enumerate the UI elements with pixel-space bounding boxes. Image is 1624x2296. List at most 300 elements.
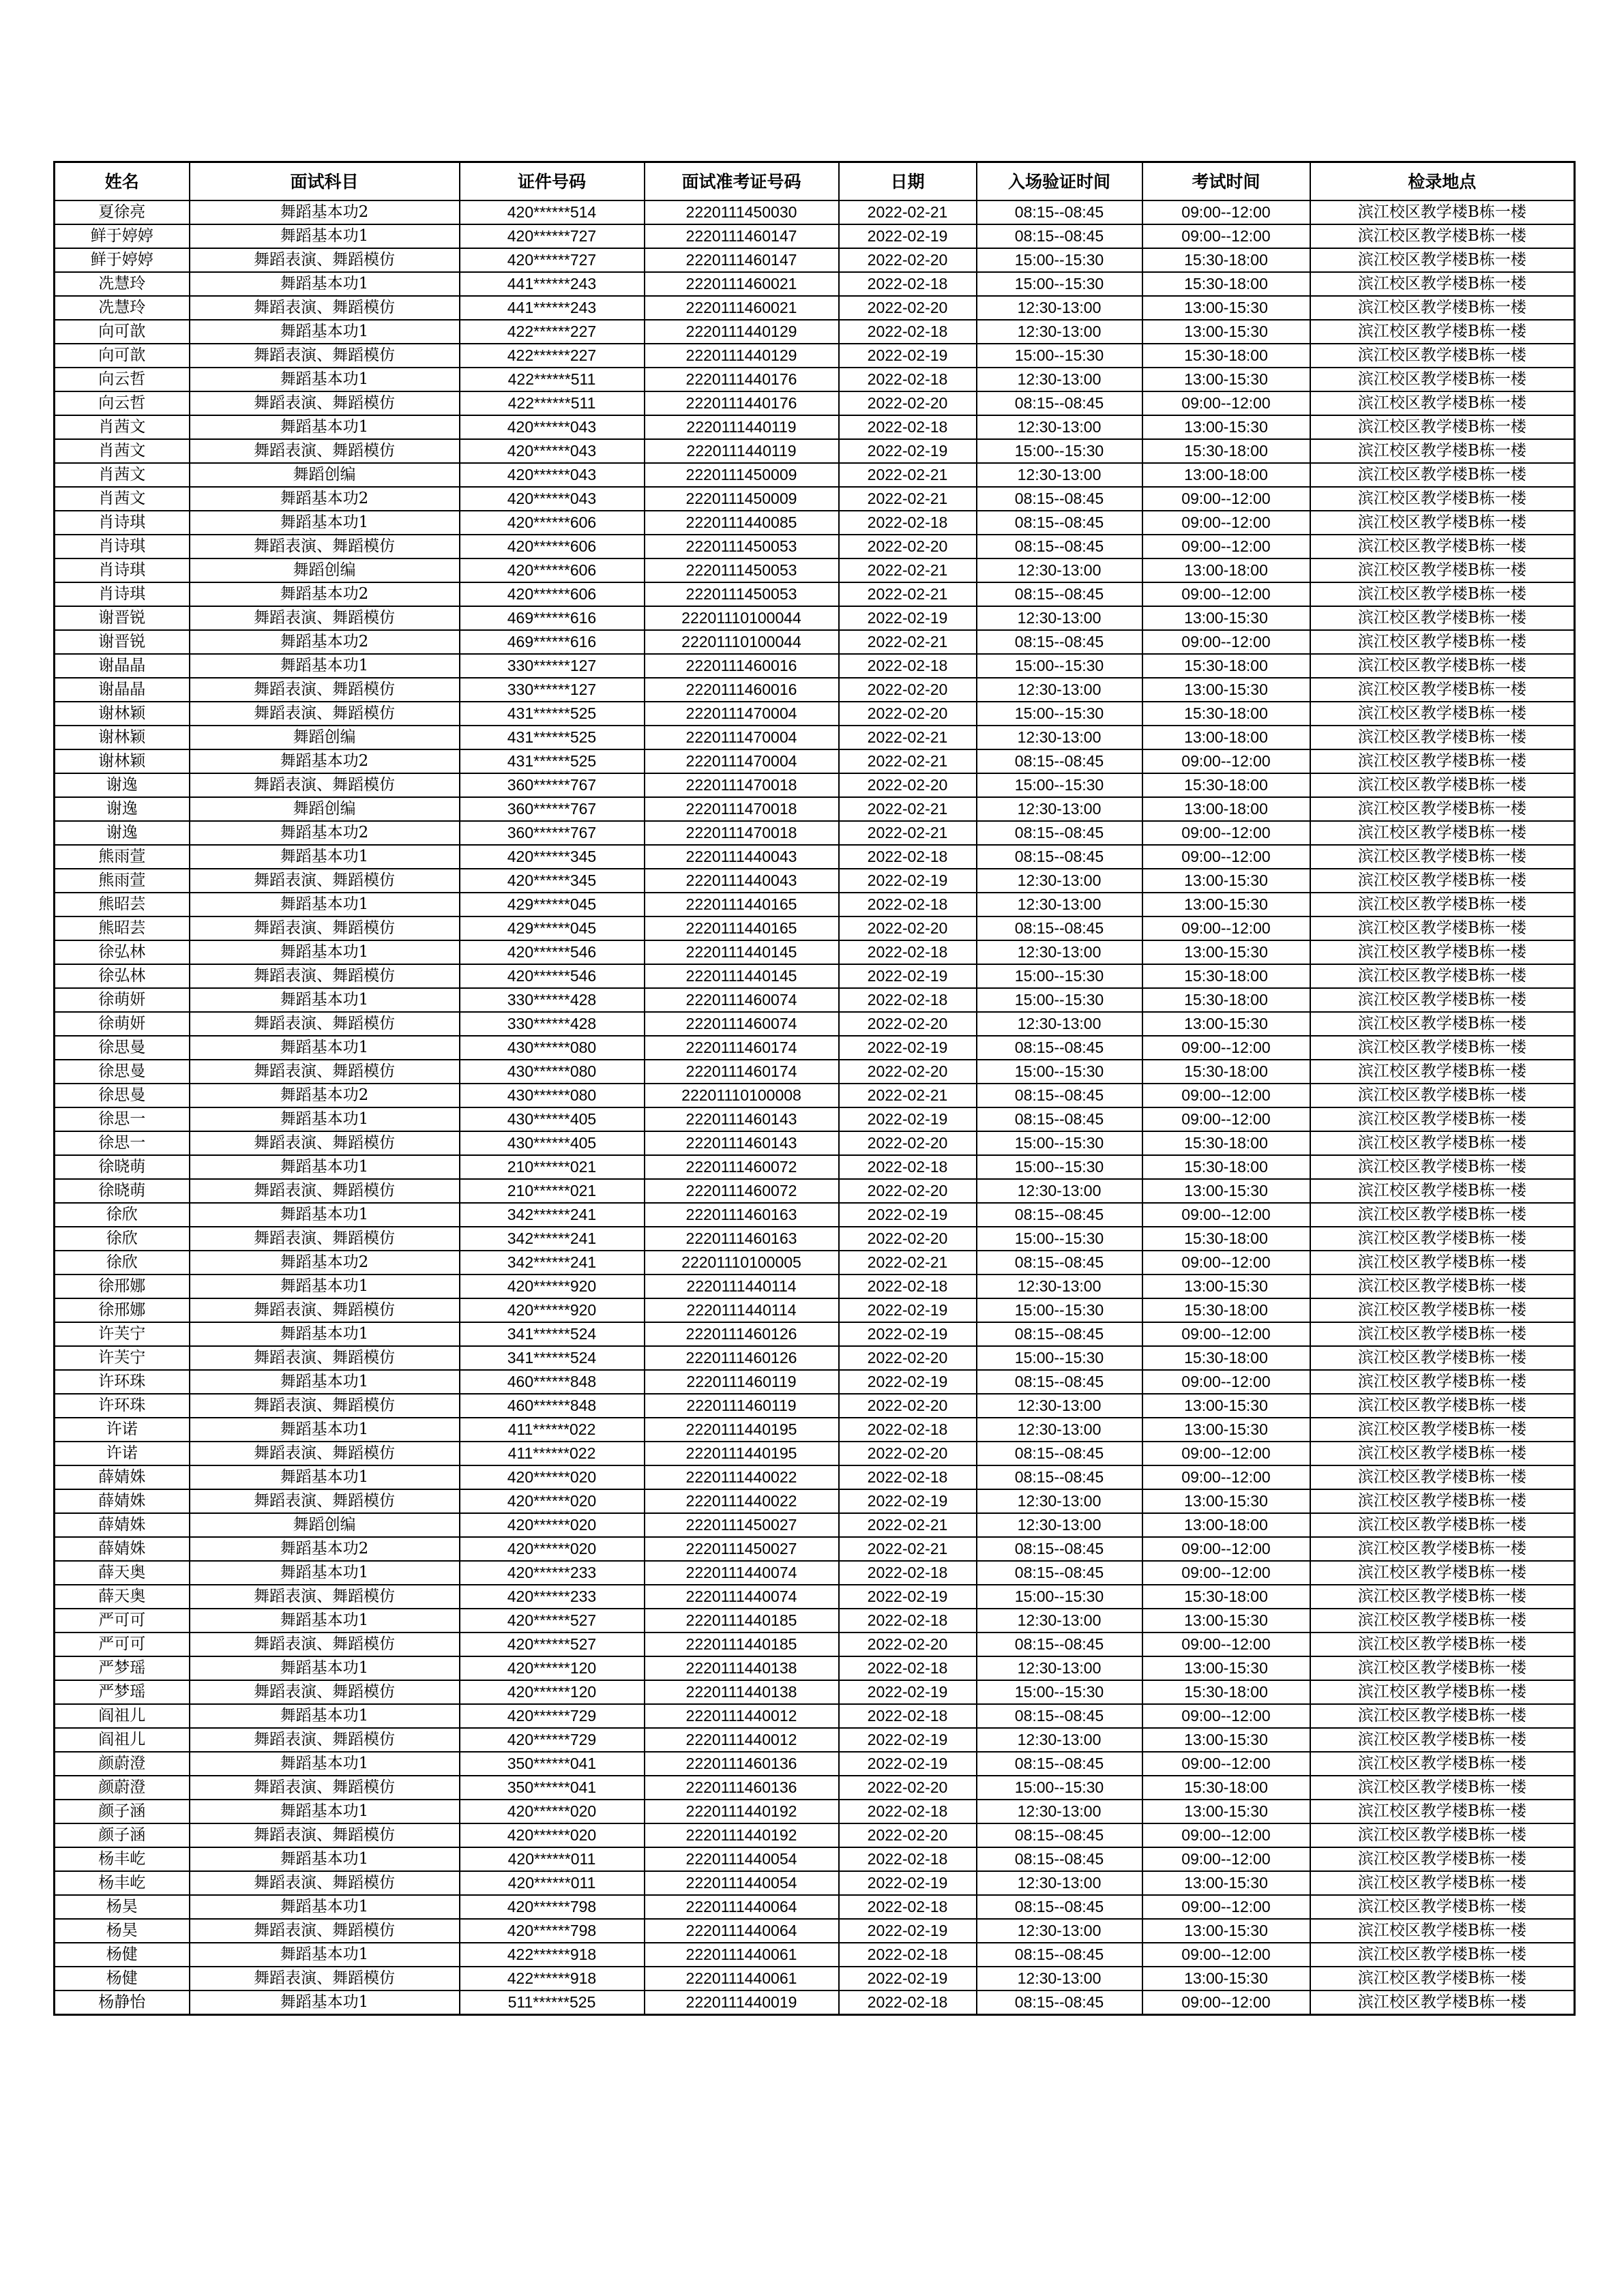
cell-admission-number: 2220111440176 (645, 391, 839, 415)
cell-admission-number: 2220111440129 (645, 320, 839, 344)
table-row (55, 630, 1575, 654)
cell-subject: 舞蹈基本功1 (190, 1036, 460, 1060)
col-header-check-in-time: 入场验证时间 (977, 162, 1142, 201)
cell-admission-number: 2220111440145 (645, 940, 839, 964)
cell-check-in-time: 12:30-13:00 (977, 1012, 1142, 1036)
cell-admission-number: 2220111440192 (645, 1800, 839, 1823)
cell-check-in-time: 08:15--08:45 (977, 1704, 1142, 1728)
table-row (55, 1561, 1575, 1585)
cell-location: 滨江校区教学楼B栋一楼 (1310, 1131, 1575, 1155)
cell-date: 2022-02-21 (839, 1513, 977, 1537)
cell-admission-number: 22201110100044 (645, 606, 839, 630)
cell-exam-time: 13:00-15:30 (1142, 1800, 1310, 1823)
cell-name: 薛天奥 (55, 1585, 190, 1609)
cell-id-number: 420******020 (460, 1800, 645, 1823)
cell-check-in-time: 08:15--08:45 (977, 749, 1142, 773)
cell-name: 谢逸 (55, 773, 190, 797)
cell-name: 杨昊 (55, 1919, 190, 1943)
cell-check-in-time: 12:30-13:00 (977, 1728, 1142, 1752)
cell-id-number: 342******241 (460, 1227, 645, 1251)
cell-date: 2022-02-18 (839, 1465, 977, 1489)
cell-admission-number: 2220111460016 (645, 654, 839, 678)
table-row (55, 988, 1575, 1012)
cell-id-number: 430******405 (460, 1131, 645, 1155)
cell-subject: 舞蹈表演、舞蹈模仿 (190, 1131, 460, 1155)
cell-id-number: 420******798 (460, 1919, 645, 1943)
cell-name: 颜子涵 (55, 1800, 190, 1823)
cell-check-in-time: 08:15--08:45 (977, 1036, 1142, 1060)
cell-check-in-time: 08:15--08:45 (977, 1847, 1142, 1871)
cell-name: 肖诗琪 (55, 535, 190, 558)
cell-exam-time: 13:00-15:30 (1142, 869, 1310, 893)
cell-exam-time: 15:30-18:00 (1142, 248, 1310, 272)
cell-exam-time: 15:30-18:00 (1142, 654, 1310, 678)
cell-date: 2022-02-20 (839, 1131, 977, 1155)
cell-date: 2022-02-18 (839, 845, 977, 869)
cell-exam-time: 13:00-18:00 (1142, 1513, 1310, 1537)
cell-check-in-time: 15:00--15:30 (977, 344, 1142, 368)
cell-name: 杨昊 (55, 1895, 190, 1919)
table-row (55, 272, 1575, 296)
cell-check-in-time: 15:00--15:30 (977, 1680, 1142, 1704)
col-header-name: 姓名 (55, 162, 190, 201)
table-row (55, 1919, 1575, 1943)
cell-location: 滨江校区教学楼B栋一楼 (1310, 1179, 1575, 1203)
table-row (55, 726, 1575, 749)
cell-admission-number: 2220111440185 (645, 1609, 839, 1632)
cell-id-number: 360******767 (460, 821, 645, 845)
cell-date: 2022-02-20 (839, 296, 977, 320)
cell-subject: 舞蹈表演、舞蹈模仿 (190, 916, 460, 940)
cell-exam-time: 13:00-15:30 (1142, 1656, 1310, 1680)
cell-admission-number: 2220111460143 (645, 1131, 839, 1155)
table-row (55, 1991, 1575, 2015)
cell-check-in-time: 12:30-13:00 (977, 1274, 1142, 1298)
cell-name: 谢晋锐 (55, 630, 190, 654)
cell-location: 滨江校区教学楼B栋一楼 (1310, 1847, 1575, 1871)
cell-id-number: 420******527 (460, 1609, 645, 1632)
cell-name: 熊昭芸 (55, 893, 190, 916)
cell-check-in-time: 08:15--08:45 (977, 1561, 1142, 1585)
cell-location: 滨江校区教学楼B栋一楼 (1310, 1776, 1575, 1800)
cell-subject: 舞蹈创编 (190, 1513, 460, 1537)
cell-check-in-time: 12:30-13:00 (977, 368, 1142, 391)
cell-check-in-time: 08:15--08:45 (977, 1251, 1142, 1274)
cell-date: 2022-02-21 (839, 1537, 977, 1561)
cell-admission-number: 2220111440165 (645, 893, 839, 916)
table-row (55, 1823, 1575, 1847)
cell-location: 滨江校区教学楼B栋一楼 (1310, 320, 1575, 344)
cell-date: 2022-02-19 (839, 439, 977, 463)
cell-id-number: 431******525 (460, 702, 645, 726)
schedule-table (53, 161, 1576, 2016)
col-header-admission-number: 面试准考证号码 (645, 162, 839, 201)
cell-id-number: 420******011 (460, 1871, 645, 1895)
cell-check-in-time: 12:30-13:00 (977, 1394, 1142, 1418)
cell-subject: 舞蹈表演、舞蹈模仿 (190, 1060, 460, 1084)
cell-check-in-time: 08:15--08:45 (977, 1943, 1142, 1967)
cell-id-number: 420******606 (460, 511, 645, 535)
cell-name: 夏徐亮 (55, 200, 190, 224)
cell-subject: 舞蹈表演、舞蹈模仿 (190, 439, 460, 463)
cell-exam-time: 13:00-15:30 (1142, 940, 1310, 964)
cell-subject: 舞蹈基本功2 (190, 1537, 460, 1561)
cell-check-in-time: 12:30-13:00 (977, 1800, 1142, 1823)
cell-id-number: 350******041 (460, 1752, 645, 1776)
cell-id-number: 420******020 (460, 1537, 645, 1561)
cell-date: 2022-02-21 (839, 200, 977, 224)
cell-check-in-time: 12:30-13:00 (977, 463, 1142, 487)
cell-exam-time: 09:00--12:00 (1142, 916, 1310, 940)
cell-admission-number: 2220111460147 (645, 248, 839, 272)
cell-name: 冼慧玲 (55, 296, 190, 320)
table-row (55, 1895, 1575, 1919)
cell-id-number: 420******729 (460, 1704, 645, 1728)
cell-name: 熊昭芸 (55, 916, 190, 940)
cell-exam-time: 13:00-15:30 (1142, 296, 1310, 320)
cell-name: 谢林颖 (55, 726, 190, 749)
cell-check-in-time: 08:15--08:45 (977, 821, 1142, 845)
cell-location: 滨江校区教学楼B栋一楼 (1310, 1251, 1575, 1274)
cell-admission-number: 2220111460074 (645, 988, 839, 1012)
cell-exam-time: 13:00-15:30 (1142, 678, 1310, 702)
cell-check-in-time: 12:30-13:00 (977, 678, 1142, 702)
cell-id-number: 420******546 (460, 940, 645, 964)
cell-check-in-time: 08:15--08:45 (977, 1203, 1142, 1227)
cell-date: 2022-02-20 (839, 1060, 977, 1084)
cell-name: 徐邢娜 (55, 1274, 190, 1298)
cell-admission-number: 2220111450053 (645, 558, 839, 582)
cell-admission-number: 22201110100008 (645, 1084, 839, 1107)
cell-name: 熊雨萱 (55, 845, 190, 869)
table-row (55, 391, 1575, 415)
cell-check-in-time: 12:30-13:00 (977, 1179, 1142, 1203)
cell-subject: 舞蹈表演、舞蹈模仿 (190, 678, 460, 702)
cell-date: 2022-02-19 (839, 1036, 977, 1060)
col-header-subject: 面试科目 (190, 162, 460, 201)
table-row (55, 535, 1575, 558)
cell-check-in-time: 15:00--15:30 (977, 272, 1142, 296)
cell-id-number: 420******798 (460, 1895, 645, 1919)
cell-name: 许芙宁 (55, 1322, 190, 1346)
cell-exam-time: 15:30-18:00 (1142, 439, 1310, 463)
cell-id-number: 341******524 (460, 1346, 645, 1370)
cell-id-number: 330******127 (460, 678, 645, 702)
cell-subject: 舞蹈基本功1 (190, 320, 460, 344)
cell-check-in-time: 12:30-13:00 (977, 1967, 1142, 1991)
cell-location: 滨江校区教学楼B栋一楼 (1310, 630, 1575, 654)
cell-location: 滨江校区教学楼B栋一楼 (1310, 1728, 1575, 1752)
cell-name: 谢林颖 (55, 702, 190, 726)
cell-date: 2022-02-19 (839, 1298, 977, 1322)
cell-name: 谢逸 (55, 821, 190, 845)
cell-name: 谢逸 (55, 797, 190, 821)
cell-subject: 舞蹈表演、舞蹈模仿 (190, 1346, 460, 1370)
cell-admission-number: 2220111470018 (645, 797, 839, 821)
cell-name: 杨健 (55, 1943, 190, 1967)
cell-name: 谢晶晶 (55, 654, 190, 678)
cell-location: 滨江校区教学楼B栋一楼 (1310, 1322, 1575, 1346)
cell-location: 滨江校区教学楼B栋一楼 (1310, 869, 1575, 893)
cell-exam-time: 15:30-18:00 (1142, 1585, 1310, 1609)
cell-check-in-time: 12:30-13:00 (977, 797, 1142, 821)
cell-subject: 舞蹈基本功1 (190, 1704, 460, 1728)
cell-check-in-time: 08:15--08:45 (977, 916, 1142, 940)
cell-admission-number: 2220111440185 (645, 1632, 839, 1656)
cell-exam-time: 09:00--12:00 (1142, 1991, 1310, 2015)
cell-date: 2022-02-21 (839, 558, 977, 582)
cell-exam-time: 15:30-18:00 (1142, 988, 1310, 1012)
table-row (55, 654, 1575, 678)
cell-exam-time: 09:00--12:00 (1142, 1895, 1310, 1919)
cell-location: 滨江校区教学楼B栋一楼 (1310, 368, 1575, 391)
cell-subject: 舞蹈基本功1 (190, 1465, 460, 1489)
cell-exam-time: 15:30-18:00 (1142, 1060, 1310, 1084)
cell-name: 向云哲 (55, 368, 190, 391)
cell-exam-time: 13:00-15:30 (1142, 1418, 1310, 1442)
cell-location: 滨江校区教学楼B栋一楼 (1310, 1967, 1575, 1991)
cell-location: 滨江校区教学楼B栋一楼 (1310, 1465, 1575, 1489)
cell-exam-time: 15:30-18:00 (1142, 1346, 1310, 1370)
cell-name: 肖茜文 (55, 463, 190, 487)
cell-name: 许环珠 (55, 1370, 190, 1394)
cell-admission-number: 2220111460126 (645, 1322, 839, 1346)
cell-exam-time: 13:00-15:30 (1142, 606, 1310, 630)
cell-name: 薛婧姝 (55, 1465, 190, 1489)
cell-check-in-time: 08:15--08:45 (977, 487, 1142, 511)
cell-exam-time: 13:00-15:30 (1142, 1274, 1310, 1298)
cell-date: 2022-02-18 (839, 893, 977, 916)
cell-name: 向云哲 (55, 391, 190, 415)
cell-admission-number: 2220111440119 (645, 439, 839, 463)
cell-id-number: 441******243 (460, 296, 645, 320)
cell-subject: 舞蹈基本功1 (190, 1847, 460, 1871)
cell-check-in-time: 15:00--15:30 (977, 654, 1142, 678)
cell-name: 徐欣 (55, 1251, 190, 1274)
cell-name: 徐欣 (55, 1203, 190, 1227)
cell-location: 滨江校区教学楼B栋一楼 (1310, 1609, 1575, 1632)
table-row (55, 1728, 1575, 1752)
cell-id-number: 469******616 (460, 630, 645, 654)
cell-location: 滨江校区教学楼B栋一楼 (1310, 749, 1575, 773)
table-row (55, 1251, 1575, 1274)
cell-location: 滨江校区教学楼B栋一楼 (1310, 1800, 1575, 1823)
cell-location: 滨江校区教学楼B栋一楼 (1310, 678, 1575, 702)
table-row (55, 1274, 1575, 1298)
table-row (55, 1036, 1575, 1060)
table-row (55, 869, 1575, 893)
cell-subject: 舞蹈基本功1 (190, 1991, 460, 2015)
cell-admission-number: 2220111440061 (645, 1967, 839, 1991)
cell-id-number: 330******127 (460, 654, 645, 678)
cell-admission-number: 2220111450053 (645, 535, 839, 558)
table-row (55, 1370, 1575, 1394)
cell-location: 滨江校区教学楼B栋一楼 (1310, 248, 1575, 272)
cell-location: 滨江校区教学楼B栋一楼 (1310, 1537, 1575, 1561)
cell-admission-number: 2220111440114 (645, 1298, 839, 1322)
cell-check-in-time: 12:30-13:00 (977, 1919, 1142, 1943)
cell-id-number: 341******524 (460, 1322, 645, 1346)
cell-admission-number: 2220111460163 (645, 1227, 839, 1251)
cell-exam-time: 15:30-18:00 (1142, 1227, 1310, 1251)
cell-id-number: 420******606 (460, 582, 645, 606)
cell-exam-time: 15:30-18:00 (1142, 1776, 1310, 1800)
cell-name: 杨静怡 (55, 1991, 190, 2015)
cell-id-number: 411******022 (460, 1442, 645, 1465)
cell-subject: 舞蹈表演、舞蹈模仿 (190, 606, 460, 630)
cell-id-number: 420******011 (460, 1847, 645, 1871)
cell-location: 滨江校区教学楼B栋一楼 (1310, 988, 1575, 1012)
table-row (55, 1632, 1575, 1656)
cell-date: 2022-02-21 (839, 1251, 977, 1274)
cell-exam-time: 15:30-18:00 (1142, 272, 1310, 296)
cell-exam-time: 09:00--12:00 (1142, 391, 1310, 415)
cell-exam-time: 15:30-18:00 (1142, 1680, 1310, 1704)
cell-date: 2022-02-19 (839, 869, 977, 893)
cell-date: 2022-02-18 (839, 1991, 977, 2015)
cell-date: 2022-02-20 (839, 1823, 977, 1847)
table-row (55, 1609, 1575, 1632)
cell-check-in-time: 12:30-13:00 (977, 296, 1142, 320)
cell-name: 肖诗琪 (55, 582, 190, 606)
cell-id-number: 431******525 (460, 749, 645, 773)
cell-id-number: 511******525 (460, 1991, 645, 2015)
cell-subject: 舞蹈表演、舞蹈模仿 (190, 964, 460, 988)
table-row (55, 893, 1575, 916)
cell-date: 2022-02-19 (839, 964, 977, 988)
cell-location: 滨江校区教学楼B栋一楼 (1310, 1107, 1575, 1131)
cell-subject: 舞蹈表演、舞蹈模仿 (190, 344, 460, 368)
cell-admission-number: 2220111440129 (645, 344, 839, 368)
cell-id-number: 431******525 (460, 726, 645, 749)
cell-subject: 舞蹈基本功1 (190, 1895, 460, 1919)
table-row (55, 964, 1575, 988)
cell-date: 2022-02-21 (839, 726, 977, 749)
table-row (55, 1107, 1575, 1131)
cell-location: 滨江校区教学楼B栋一楼 (1310, 1895, 1575, 1919)
cell-subject: 舞蹈基本功2 (190, 749, 460, 773)
cell-check-in-time: 12:30-13:00 (977, 1871, 1142, 1895)
cell-location: 滨江校区教学楼B栋一楼 (1310, 487, 1575, 511)
cell-admission-number: 2220111460174 (645, 1036, 839, 1060)
cell-check-in-time: 12:30-13:00 (977, 1656, 1142, 1680)
table-row (55, 678, 1575, 702)
table-row (55, 558, 1575, 582)
cell-subject: 舞蹈基本功1 (190, 940, 460, 964)
cell-name: 薛婧姝 (55, 1513, 190, 1537)
cell-date: 2022-02-20 (839, 702, 977, 726)
cell-check-in-time: 08:15--08:45 (977, 630, 1142, 654)
cell-subject: 舞蹈基本功2 (190, 487, 460, 511)
cell-subject: 舞蹈基本功1 (190, 1274, 460, 1298)
cell-name: 肖茜文 (55, 439, 190, 463)
cell-admission-number: 2220111460119 (645, 1370, 839, 1394)
cell-name: 颜子涵 (55, 1823, 190, 1847)
cell-subject: 舞蹈表演、舞蹈模仿 (190, 1823, 460, 1847)
cell-admission-number: 2220111460147 (645, 224, 839, 248)
table-row (55, 1489, 1575, 1513)
cell-subject: 舞蹈基本功1 (190, 1752, 460, 1776)
cell-id-number: 420******020 (460, 1513, 645, 1537)
cell-exam-time: 13:00-15:30 (1142, 1919, 1310, 1943)
cell-check-in-time: 15:00--15:30 (977, 439, 1142, 463)
cell-id-number: 411******022 (460, 1418, 645, 1442)
table-row (55, 344, 1575, 368)
cell-name: 严梦瑶 (55, 1656, 190, 1680)
cell-subject: 舞蹈创编 (190, 558, 460, 582)
cell-name: 谢林颖 (55, 749, 190, 773)
cell-id-number: 420******345 (460, 845, 645, 869)
cell-location: 滨江校区教学楼B栋一楼 (1310, 535, 1575, 558)
cell-date: 2022-02-18 (839, 368, 977, 391)
cell-date: 2022-02-21 (839, 487, 977, 511)
table-row (55, 1084, 1575, 1107)
cell-id-number: 420******920 (460, 1298, 645, 1322)
cell-exam-time: 13:00-15:30 (1142, 1728, 1310, 1752)
cell-subject: 舞蹈基本功1 (190, 224, 460, 248)
cell-subject: 舞蹈表演、舞蹈模仿 (190, 296, 460, 320)
cell-location: 滨江校区教学楼B栋一楼 (1310, 702, 1575, 726)
cell-date: 2022-02-18 (839, 320, 977, 344)
cell-location: 滨江校区教学楼B栋一楼 (1310, 224, 1575, 248)
cell-id-number: 210******021 (460, 1179, 645, 1203)
cell-admission-number: 2220111440064 (645, 1919, 839, 1943)
cell-date: 2022-02-20 (839, 1776, 977, 1800)
cell-check-in-time: 08:15--08:45 (977, 845, 1142, 869)
cell-location: 滨江校区教学楼B栋一楼 (1310, 391, 1575, 415)
cell-subject: 舞蹈表演、舞蹈模仿 (190, 1728, 460, 1752)
cell-subject: 舞蹈基本功1 (190, 368, 460, 391)
table-row (55, 821, 1575, 845)
cell-check-in-time: 12:30-13:00 (977, 869, 1142, 893)
cell-exam-time: 09:00--12:00 (1142, 845, 1310, 869)
cell-exam-time: 13:00-18:00 (1142, 463, 1310, 487)
cell-exam-time: 13:00-15:30 (1142, 368, 1310, 391)
cell-admission-number: 2220111450009 (645, 463, 839, 487)
cell-date: 2022-02-18 (839, 1274, 977, 1298)
cell-admission-number: 2220111460126 (645, 1346, 839, 1370)
cell-name: 严可可 (55, 1609, 190, 1632)
cell-check-in-time: 12:30-13:00 (977, 558, 1142, 582)
cell-location: 滨江校区教学楼B栋一楼 (1310, 415, 1575, 439)
cell-date: 2022-02-18 (839, 511, 977, 535)
cell-location: 滨江校区教学楼B栋一楼 (1310, 511, 1575, 535)
table-row (55, 1967, 1575, 1991)
cell-exam-time: 09:00--12:00 (1142, 1561, 1310, 1585)
cell-subject: 舞蹈基本功1 (190, 845, 460, 869)
cell-name: 徐弘林 (55, 940, 190, 964)
cell-name: 冼慧玲 (55, 272, 190, 296)
cell-location: 滨江校区教学楼B栋一楼 (1310, 296, 1575, 320)
cell-id-number: 210******021 (460, 1155, 645, 1179)
cell-check-in-time: 08:15--08:45 (977, 224, 1142, 248)
cell-check-in-time: 08:15--08:45 (977, 1322, 1142, 1346)
cell-admission-number: 2220111440145 (645, 964, 839, 988)
cell-id-number: 342******241 (460, 1203, 645, 1227)
cell-location: 滨江校区教学楼B栋一楼 (1310, 200, 1575, 224)
table-row (55, 1131, 1575, 1155)
cell-location: 滨江校区教学楼B栋一楼 (1310, 439, 1575, 463)
cell-exam-time: 09:00--12:00 (1142, 1752, 1310, 1776)
cell-check-in-time: 08:15--08:45 (977, 1895, 1142, 1919)
cell-admission-number: 2220111450053 (645, 582, 839, 606)
cell-name: 徐萌妍 (55, 988, 190, 1012)
cell-id-number: 420******345 (460, 869, 645, 893)
cell-exam-time: 15:30-18:00 (1142, 344, 1310, 368)
cell-admission-number: 2220111440195 (645, 1442, 839, 1465)
cell-location: 滨江校区教学楼B栋一楼 (1310, 1155, 1575, 1179)
cell-id-number: 420******606 (460, 558, 645, 582)
